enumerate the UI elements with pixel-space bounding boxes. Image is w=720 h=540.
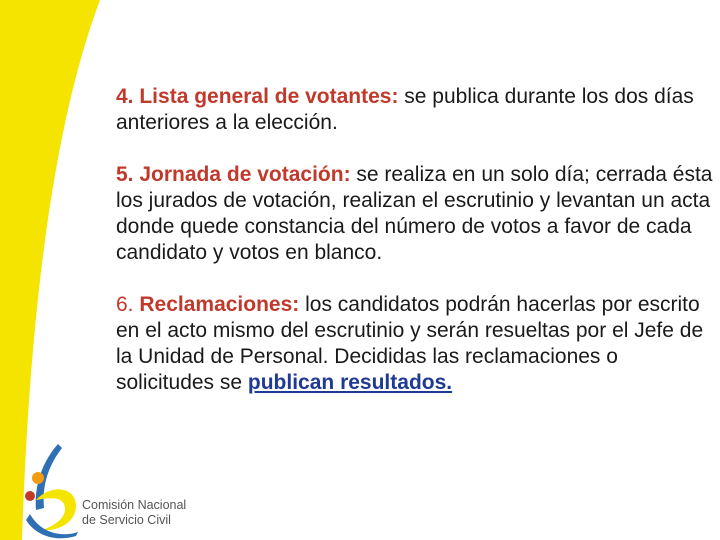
publican-resultados-link[interactable]: publican resultados. [247, 371, 453, 394]
item-number: 5. [116, 163, 134, 186]
item-heading: Jornada de votación: [139, 163, 351, 186]
item-text: se realiza en un solo día; cerrada ésta los jurados de votación, realizan el escrutinio y levantan un acta donde quede constancia del número de votos a favor de cada candidato y votos en blanco. [116, 163, 713, 264]
item-text: se publica durante los dos días anteriores a la elección. [116, 85, 694, 134]
organization-name-line1: Comisión Nacional [82, 498, 187, 512]
list-item-5 [116, 162, 716, 266]
item-heading: Lista general de votantes: [139, 85, 399, 108]
list-item-6 [116, 292, 716, 396]
item-number: 6. [116, 293, 134, 316]
slide-content [116, 84, 716, 422]
item-number: 4. [116, 85, 134, 108]
organization-name-line2: de Servicio Civil [82, 513, 171, 527]
item-heading: Reclamaciones: [139, 293, 300, 316]
organization-name [82, 498, 186, 528]
item-text: los candidatos podrán hacerlas por escrito en el acto mismo del escrutinio y serán resueltas por el Jefe de la Unidad de Personal. Decididas las reclamaciones o solicitudes se [116, 293, 704, 394]
list-item-4 [116, 84, 716, 136]
cnsc-logo-icon [20, 440, 88, 540]
